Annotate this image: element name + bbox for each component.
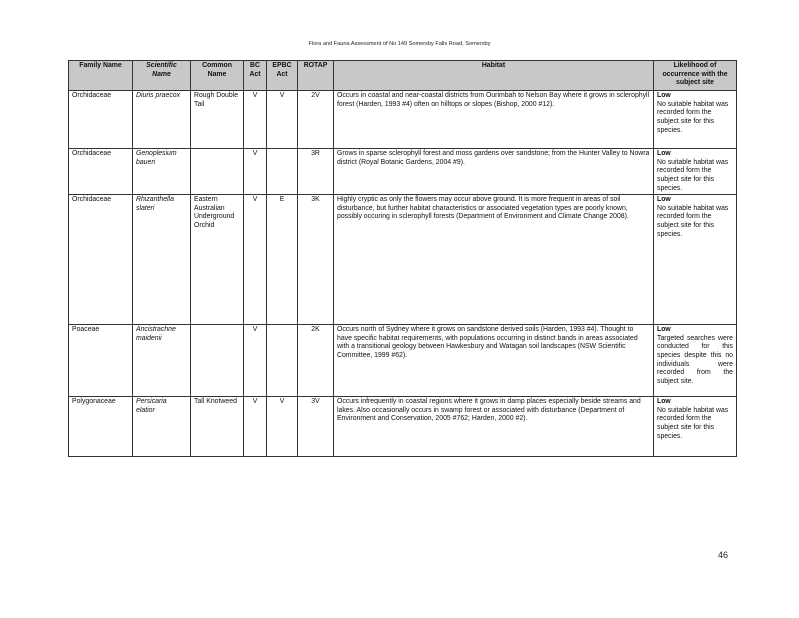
col-epbc-act: EPBC Act xyxy=(267,61,298,91)
likelihood-cell xyxy=(654,91,737,149)
common-cell xyxy=(191,149,244,195)
habitat-cell: Highly cryptic as only the flowers may occur above ground. It is more frequent in areas of soil disturbance, but further habitat characteristics or associated vegetation types are poorly known, possibly occuring in sclerophyll forests (Department of Environment and Climate Change 2008). xyxy=(334,195,654,325)
bc-cell: V xyxy=(244,91,267,149)
likelihood-cell xyxy=(654,195,737,325)
col-likelihood: Likelihood of occurrence with the subject site xyxy=(654,61,737,91)
col-rotap: ROTAP xyxy=(298,61,334,91)
col-bc-act: BC Act xyxy=(244,61,267,91)
bc-cell: V xyxy=(244,397,267,457)
likelihood-cell xyxy=(654,325,737,397)
scientific-cell: Persicaria elatior xyxy=(133,397,191,457)
scientific-cell: Diuris praecox xyxy=(133,91,191,149)
table-row xyxy=(69,397,737,457)
epbc-cell xyxy=(267,149,298,195)
likelihood-rating: Low xyxy=(657,196,671,204)
bc-cell: V xyxy=(244,325,267,397)
bc-cell: V xyxy=(244,195,267,325)
scientific-cell: Genoplesium baueri xyxy=(133,149,191,195)
likelihood-rating: Low xyxy=(657,398,671,406)
table-header-row xyxy=(69,61,737,91)
habitat-cell: Occurs north of Sydney where it grows on sandstone derived soils (Harden, 1993 #4). Thought to have specific habitat requirements, with populations occurring in distinct bands in areas associated with a transitional geology between Hawkesbury and Watagan soil landscapes (NSW Scientific Committee, 1999 #62). xyxy=(334,325,654,397)
rotap-cell: 2K xyxy=(298,325,334,397)
page-number: 46 xyxy=(718,550,729,560)
rotap-cell: 3K xyxy=(298,195,334,325)
col-scientific-name: Scientific Name xyxy=(133,61,191,91)
table-row xyxy=(69,325,737,397)
likelihood-cell xyxy=(654,397,737,457)
col-family-name: Family Name xyxy=(69,61,133,91)
likelihood-rating: Low xyxy=(657,150,671,157)
bc-cell: V xyxy=(244,149,267,195)
scientific-cell: Ancistrachne maidenii xyxy=(133,325,191,397)
likelihood-text: No suitable habitat was recorded form the subject site for this species. xyxy=(657,204,729,238)
likelihood-rating: Low xyxy=(657,92,671,99)
likelihood-text: Targeted searches were conducted for this species despite this no individuals were recorded from the subject site. xyxy=(657,334,733,385)
family-cell: Orchidaceae xyxy=(69,195,133,325)
likelihood-rating: Low xyxy=(657,326,671,334)
epbc-cell xyxy=(267,325,298,397)
habitat-cell: Grows in sparse sclerophyll forest and moss gardens over sandstone; from the Hunter Valley to Nowra district (Royal Botanic Gardens, 2004 #9). xyxy=(334,149,654,195)
rotap-cell: 3R xyxy=(298,149,334,195)
family-cell: Orchidaceae xyxy=(69,91,133,149)
family-cell: Polygonaceae xyxy=(69,397,133,457)
habitat-cell: Occurs in coastal and near-coastal districts from Ourimbah to Nelson Bay where it grows in sclerophyll forest (Harden, 1993 #4) often on hilltops or slopes (Bishop, 2000 #12). xyxy=(334,91,654,149)
likelihood-text: No suitable habitat was recorded form the subject site for this species. xyxy=(657,406,729,440)
likelihood-cell xyxy=(654,149,737,195)
common-cell: Tall Knotweed xyxy=(191,397,244,457)
epbc-cell: V xyxy=(267,91,298,149)
likelihood-text: No suitable habitat was recorded form the subject site for this species. xyxy=(657,100,729,134)
scientific-cell: Rhizanthella slateri xyxy=(133,195,191,325)
family-cell: Orchidaceae xyxy=(69,149,133,195)
rotap-cell: 3V xyxy=(298,397,334,457)
likelihood-text: No suitable habitat was recorded form the subject site for this species. xyxy=(657,158,729,192)
page-header: Flora and Fauna Assessment of No 149 Somersby Falls Road, Somersby xyxy=(308,41,491,47)
species-table xyxy=(68,60,737,457)
family-cell: Poaceae xyxy=(69,325,133,397)
common-cell xyxy=(191,325,244,397)
common-cell: Rough Double Tail xyxy=(191,91,244,149)
rotap-cell: 2V xyxy=(298,91,334,149)
common-cell: Eastern Australian Underground Orchid xyxy=(191,195,244,325)
table-row xyxy=(69,149,737,195)
col-habitat: Habitat xyxy=(334,61,654,91)
epbc-cell: E xyxy=(267,195,298,325)
table-row xyxy=(69,91,737,149)
col-common-name: Common Name xyxy=(191,61,244,91)
table-row xyxy=(69,195,737,325)
epbc-cell: V xyxy=(267,397,298,457)
habitat-cell: Occurs infrequently in coastal regions where it grows in damp places especially beside streams and lakes. Also occasionally occurs in swamp forest or associated with disturbance (Department of Environment and Conservation, 2005 #762; Harden, 2000 #2). xyxy=(334,397,654,457)
